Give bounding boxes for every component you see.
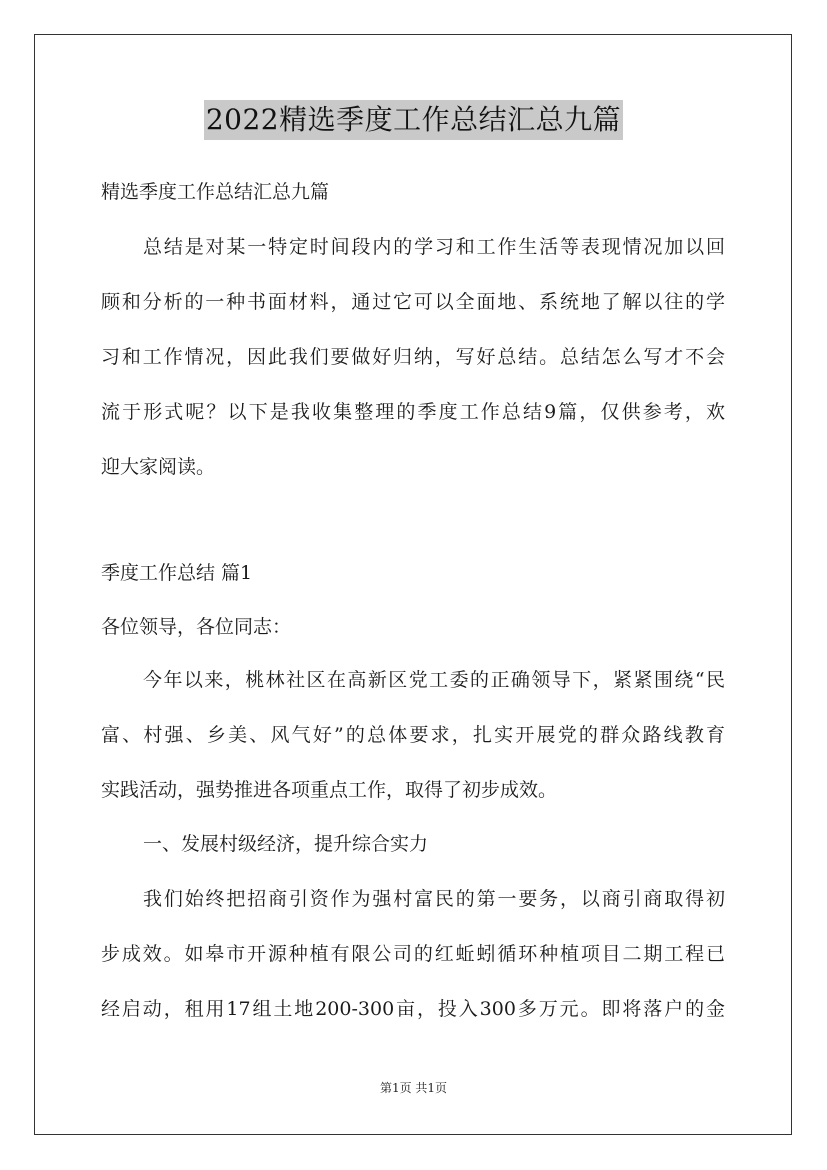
paragraph-line: 我们始终把招商引资作为强村富民的第一要务，以商引商取得初 [143,888,725,910]
paragraph-line: 经启动，租用17组土地200-300亩，投入300多万元。即将落户的金 [101,998,725,1020]
title-container [0,100,827,140]
page-number-footer: 第1页 共1页 [379,1081,448,1095]
intro-line: 迎大家阅读。 [101,456,216,478]
section-heading: 季度工作总结 篇1 [101,562,253,584]
document-subtitle: 精选季度工作总结汇总九篇 [101,181,330,203]
intro-line: 总结是对某一特定时间段内的学习和工作生活等表现情况加以回 [143,236,725,258]
paragraph-line: 今年以来，桃林社区在高新区党工委的正确领导下，紧紧围绕“民 [143,669,725,691]
intro-line: 流于形式呢？以下是我收集整理的季度工作总结9篇，仅供参考，欢 [101,401,725,423]
subheading: 一、发展村级经济，提升综合实力 [143,833,429,855]
paragraph-line: 步成效。如皋市开源种植有限公司的红蚯蚓循环种植项目二期工程已 [101,943,725,965]
intro-line: 习和工作情况，因此我们要做好归纳，写好总结。总结怎么写才不会 [101,346,725,368]
intro-line: 顾和分析的一种书面材料，通过它可以全面地、系统地了解以往的学 [101,291,725,313]
paragraph-line: 富、村强、乡美、风气好”的总体要求，扎实开展党的群众路线教育 [101,724,725,746]
document-title: 2022精选季度工作总结汇总九篇 [204,100,623,140]
greeting: 各位领导，各位同志： [101,616,292,638]
paragraph-line: 实践活动，强势推进各项重点工作，取得了初步成效。 [101,779,558,801]
